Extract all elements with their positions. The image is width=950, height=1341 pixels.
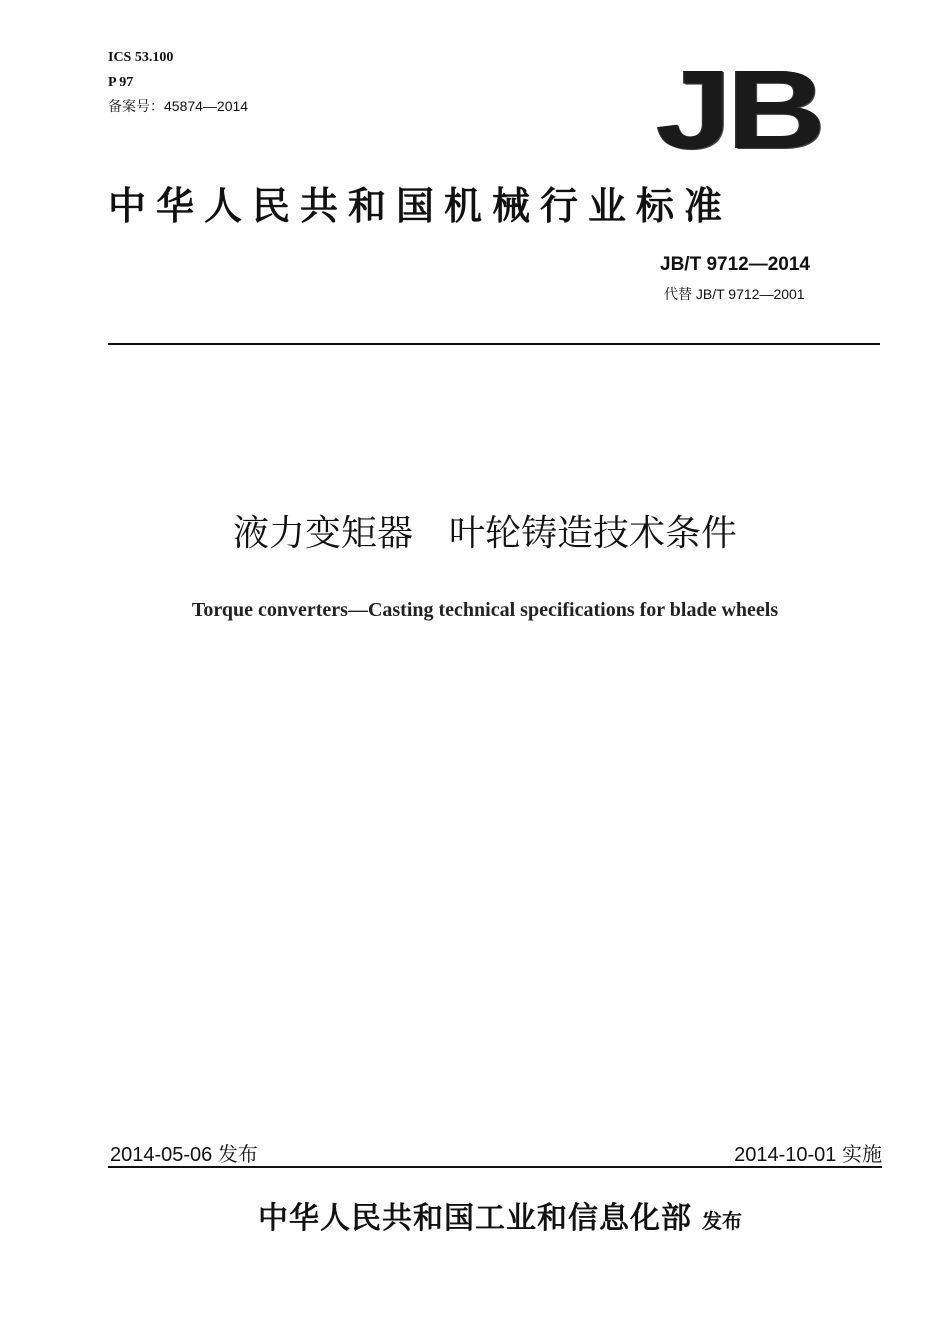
record-value: 45874—2014 — [164, 98, 249, 114]
record-label: 备案号： — [108, 98, 164, 114]
standard-category-title: 中华人民共和国机械行业标准 — [108, 184, 733, 228]
publisher — [0, 1193, 950, 1237]
header-divider — [108, 343, 880, 345]
ics-code: ICS 53.100 — [108, 50, 174, 65]
replaced-standard: 代替 JB/T 9712—2001 — [664, 286, 805, 302]
record-number — [108, 97, 248, 115]
implementation-date: 2014-10-01 实施 — [734, 1144, 882, 1166]
jb-logo: JB — [656, 47, 821, 172]
publisher-suffix: 发布 — [702, 1209, 742, 1233]
issue-date: 2014-05-06 发布 — [110, 1144, 258, 1166]
standard-number: JB/T 9712—2014 — [660, 254, 810, 275]
document-title-chinese: 液力变矩器 叶轮铸造技术条件 — [232, 513, 737, 554]
publisher-name: 中华人民共和国工业和信息化部 — [258, 1201, 692, 1236]
footer-divider — [108, 1166, 882, 1168]
document-title-english: Torque converters—Casting technical specifications for blade wheels — [191, 599, 779, 621]
ccs-code: P 97 — [108, 75, 134, 90]
